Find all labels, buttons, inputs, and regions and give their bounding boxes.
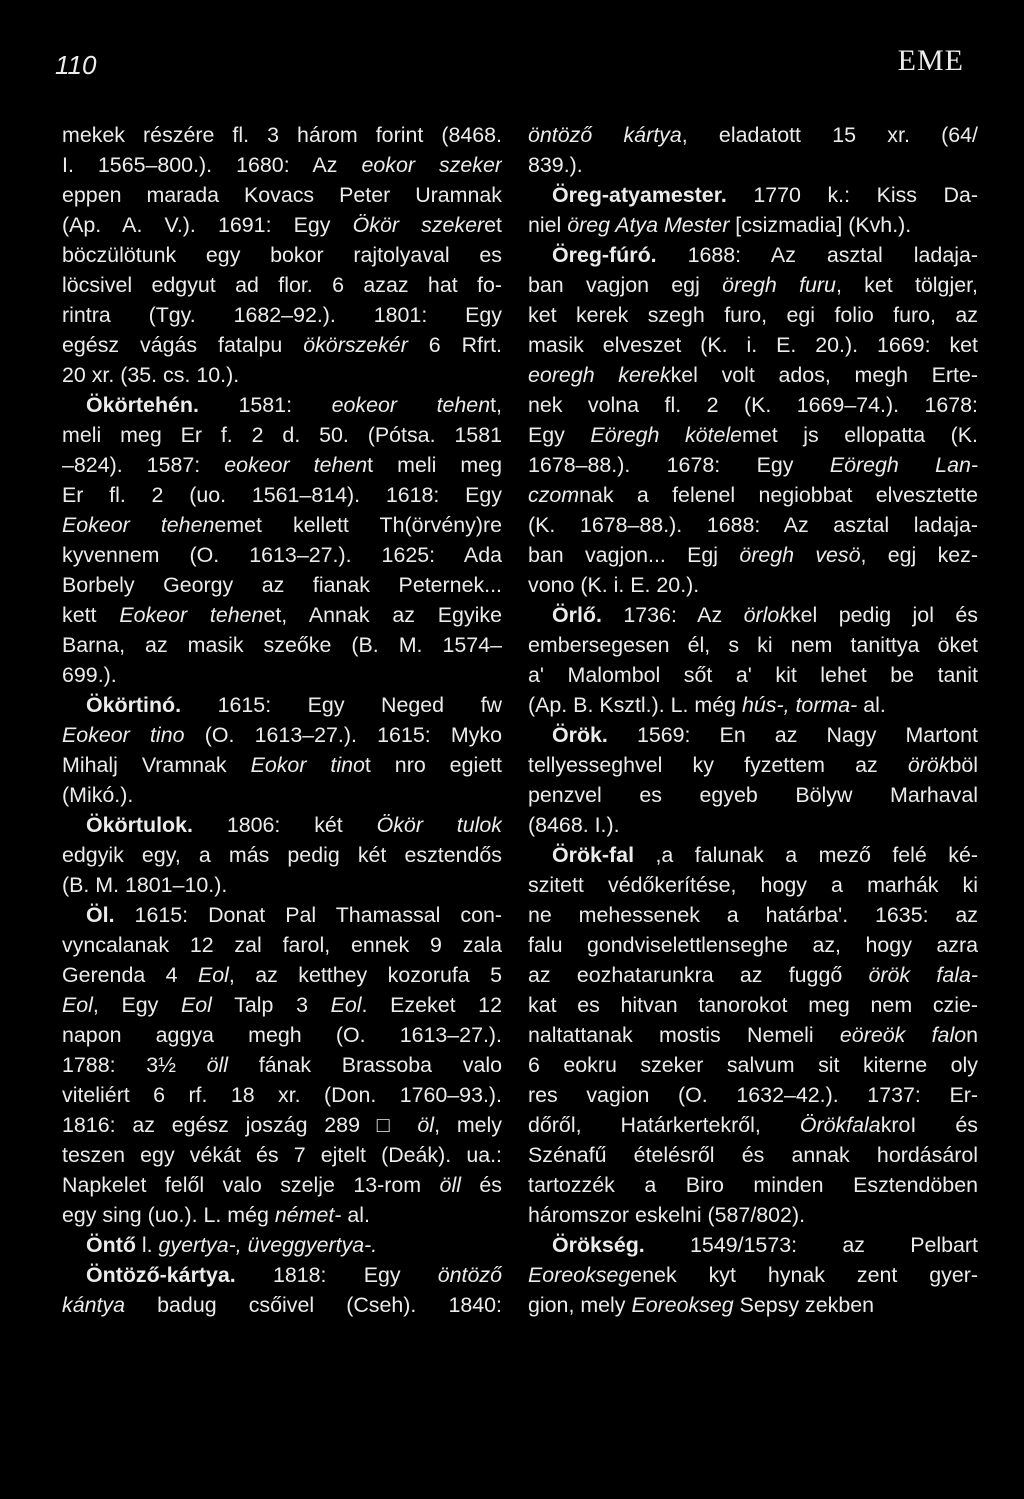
text-line [62, 1140, 502, 1170]
text-line [62, 900, 502, 930]
text-segment: gion, mely [528, 1293, 632, 1317]
text-segment: et [484, 213, 502, 237]
text-line [62, 420, 502, 450]
italic-term: öreg Atya Mester [567, 213, 730, 237]
text-segment: t nro egiett [364, 753, 502, 777]
text-segment: 1818: Egy [235, 1263, 438, 1287]
italic-term: eoregh kerek [528, 363, 671, 387]
text-segment: rintra (Tgy. 1682–92.). 1801: Egy [62, 303, 502, 327]
text-line [62, 990, 502, 1020]
text-segment: vono (K. i. E. 20.). [528, 573, 700, 597]
text-line [528, 570, 978, 600]
text-segment: és [460, 1173, 502, 1197]
text-line [528, 660, 978, 690]
text-segment: 1569: En az Nagy Martont [607, 723, 978, 747]
text-line [62, 630, 502, 660]
text-segment: nek volna fl. 2 (K. 1669–74.). 1678: [528, 393, 978, 417]
text-segment: napon aggya megh (O. 1613–27.). [62, 1023, 502, 1047]
text-line [62, 510, 502, 540]
text-segment: res vagion (O. 1632–42.). 1737: Er- [528, 1083, 978, 1107]
text-segment: Egy [528, 423, 591, 447]
text-segment: Borbely Georgy az fianak Peternek... [62, 573, 502, 597]
text-segment: egy sing (uo.). L. még [62, 1203, 275, 1227]
italic-term: Eokor tino [250, 753, 365, 777]
text-segment: , az ketthey kozorufa 5 [228, 963, 502, 987]
text-segment: naltattanak mostis Nemeli [528, 1023, 840, 1047]
text-line [528, 990, 978, 1020]
entry-headword: Örök. [552, 723, 608, 747]
text-line [62, 930, 502, 960]
text-segment: 20 xr. (35. cs. 10.). [62, 363, 240, 387]
text-line [528, 330, 978, 360]
text-segment: 1806: két [192, 813, 377, 837]
text-segment: szitett védőkerítése, hogy a marhák ki [528, 873, 978, 897]
text-segment: a' Malombol sőt a' kit lehet be tanit [528, 663, 978, 687]
text-line [62, 450, 502, 480]
text-segment: böl [949, 753, 978, 777]
italic-term: eöreök falo [839, 1023, 967, 1047]
text-line [528, 510, 978, 540]
text-line [62, 150, 502, 180]
text-segment: n [966, 1023, 978, 1047]
left-column [62, 120, 502, 1320]
text-line [62, 1020, 502, 1050]
italic-term: örlok [743, 603, 790, 627]
text-line [528, 1230, 978, 1260]
text-segment: badug csőivel (Cseh). 1840: [125, 1293, 502, 1317]
text-segment: teszen egy vékát és 7 ejtelt (Deák). ua.: [62, 1143, 502, 1167]
text-line [62, 360, 502, 390]
entry-headword: Örökség. [552, 1233, 645, 1257]
entry-headword: Örlő. [552, 603, 602, 627]
text-segment: vyncalanak 12 zal farol, ennek 9 zala [62, 933, 502, 957]
text-segment: 699.). [62, 663, 117, 687]
text-segment: 1615: Egy Neged fw [181, 693, 502, 717]
italic-term: Eol [62, 993, 93, 1017]
text-line [62, 1200, 502, 1230]
text-line [62, 480, 502, 510]
text-segment: emet kellett Th(örvény)re [214, 513, 502, 537]
page-number: 110 [55, 50, 97, 80]
text-line [528, 120, 978, 150]
italic-term: gyertya-, üveggyertya-. [158, 1233, 378, 1257]
text-line [528, 540, 978, 570]
text-line [62, 180, 502, 210]
italic-term: eokeor tehen [331, 393, 491, 417]
text-line [528, 300, 978, 330]
text-segment: háromszor eskelni (587/802). [528, 1203, 806, 1227]
text-segment: ne mehessenek a határba'. 1635: az [528, 903, 978, 927]
italic-term: eokor szeker [361, 153, 502, 177]
text-segment: [csizmadia] (Kvh.). [729, 213, 912, 237]
text-segment: 1788: 3½ [62, 1053, 207, 1077]
text-segment: t meli meg [367, 453, 502, 477]
entry-headword: Ökörtehén. [86, 393, 199, 417]
text-line [62, 1080, 502, 1110]
italic-term: Ökör szeker [352, 213, 485, 237]
text-segment: falu gondviselettlenseghe az, hogy azra [528, 933, 978, 957]
text-segment: (Ap. A. V.). 1691: Egy [62, 213, 353, 237]
text-segment: ban vagjon egj [528, 273, 723, 297]
italic-term: öll [439, 1173, 461, 1197]
text-line [62, 870, 502, 900]
text-segment: Napkelet felől valo szelje 13-rom [62, 1173, 440, 1197]
italic-term: Eokeor tehen [119, 603, 264, 627]
entry-headword: Ökörtinó. [86, 693, 182, 717]
text-segment: Talp 3 [211, 993, 331, 1017]
text-segment: ket kerek szegh furo, egi folio furo, az [528, 303, 978, 327]
text-segment: , Egy [92, 993, 182, 1017]
text-line [528, 1170, 978, 1200]
text-segment: Sepsy zekben [733, 1293, 875, 1317]
text-line [62, 1290, 502, 1320]
text-line [62, 780, 502, 810]
text-line [528, 1290, 978, 1320]
text-line [62, 1260, 502, 1290]
text-segment: 1581: [198, 393, 332, 417]
text-line [528, 750, 978, 780]
text-segment: ban vagjon... Egj [528, 543, 740, 567]
text-segment: kel pedig jol és [789, 603, 978, 627]
text-line [62, 1170, 502, 1200]
text-segment: kyvennem (O. 1613–27.). 1625: Ada [62, 543, 502, 567]
text-line [528, 210, 978, 240]
text-segment: Szénafű ételésről és annak hordásárol [528, 1143, 978, 1167]
running-head: EME [897, 44, 964, 77]
italic-term: öntöző [437, 1263, 502, 1287]
text-segment: ,a falunak a mező felé ké- [634, 843, 978, 867]
text-line [528, 420, 978, 450]
text-line [62, 960, 502, 990]
text-segment: böczülötunk egy bokor rajtolyaval es [62, 243, 502, 267]
text-segment: edgyik egy, a más pedig két esztendős [62, 843, 502, 867]
text-line [62, 1110, 502, 1140]
text-segment: meli meg Er f. 2 d. 50. (Pótsa. 1581 [62, 423, 502, 447]
text-line [62, 120, 502, 150]
text-line [62, 1230, 502, 1260]
text-segment: löcsivel edgyut ad flor. 6 azaz hat fo- [62, 273, 502, 297]
text-line [62, 810, 502, 840]
text-segment: Barna, az masik szeőke (B. M. 1574– [62, 633, 502, 657]
text-segment: kroI és [880, 1113, 978, 1137]
text-segment: , mely [434, 1113, 502, 1137]
text-line [528, 390, 978, 420]
text-segment: fának Brassoba valo [228, 1053, 502, 1077]
entry-headword: Öreg-fúró. [552, 243, 657, 267]
text-line [528, 1080, 978, 1110]
italic-term: Örökfala [799, 1113, 881, 1137]
italic-term: Eol [181, 993, 212, 1017]
text-line [528, 1200, 978, 1230]
text-segment: viteliért 6 rf. 18 xr. (Don. 1760–93.). [62, 1083, 502, 1107]
text-segment: 6 Rfrt. [407, 333, 502, 357]
italic-term: ökörszekér [303, 333, 408, 357]
text-segment: , ket tölgjer, [835, 273, 978, 297]
text-segment: (O. 1613–27.). 1615: Myko [184, 723, 502, 747]
entry-headword: Örök-fal [552, 843, 635, 867]
text-line [62, 690, 502, 720]
text-segment: 1615: Donat Pal Thamassal con- [114, 903, 502, 927]
text-segment: t, [490, 393, 502, 417]
text-line [528, 450, 978, 480]
text-segment: (Mikó.). [62, 783, 134, 807]
italic-term: hús-, torma- [741, 693, 858, 717]
text-line [528, 480, 978, 510]
text-segment: dőről, Határkertekről, [528, 1113, 800, 1137]
italic-term: öregh furu [722, 273, 836, 297]
text-segment: az eozhatarunkra az fuggő [528, 963, 869, 987]
italic-term: czom [528, 483, 580, 507]
text-line [528, 780, 978, 810]
text-segment: nak a felenel negiobbat elvesztette [579, 483, 978, 507]
text-segment: tellyesseghvel ky fyzettem az [528, 753, 908, 777]
text-segment: kel volt ados, megh Erte- [670, 363, 978, 387]
text-segment: eppen marada Kovacs Peter Uramnak [62, 183, 502, 207]
text-line [62, 1050, 502, 1080]
text-line [528, 930, 978, 960]
text-line [62, 540, 502, 570]
text-line [528, 1110, 978, 1140]
italic-term: eokeor tehen [224, 453, 368, 477]
text-segment: (K. 1678–88.). 1688: Az asztal ladaja- [528, 513, 978, 537]
text-segment: 839.). [528, 153, 583, 177]
italic-term: örök fala- [868, 963, 978, 987]
text-segment: mekek részére fl. 3 három forint (8468. [62, 123, 502, 147]
text-segment: 1549/1573: az Pelbart [644, 1233, 978, 1257]
text-segment: 1816: az egész joszág 289 □ [62, 1113, 418, 1137]
text-segment: tartozzék a Biro minden Esztendöben [528, 1173, 978, 1197]
text-segment: 6 eokru szeker salvum sit kiterne oly [528, 1053, 978, 1077]
text-line [528, 630, 978, 660]
text-line [62, 390, 502, 420]
text-line [62, 660, 502, 690]
text-segment: , eladatott 15 xr. (64/ [681, 123, 978, 147]
text-segment: Mihalj Vramnak [62, 753, 251, 777]
text-segment: I. 1565–800.). 1680: Az [62, 153, 362, 177]
text-segment: et, Annak az Egyike [263, 603, 502, 627]
text-line [528, 690, 978, 720]
text-line [62, 720, 502, 750]
text-segment: 1678–88.). 1678: Egy [528, 453, 830, 477]
text-line [528, 360, 978, 390]
text-line [62, 600, 502, 630]
italic-term: örök [907, 753, 950, 777]
text-segment: kat es hitvan tanorokot meg nem czie- [528, 993, 978, 1017]
text-line [62, 270, 502, 300]
text-line [528, 180, 978, 210]
text-segment: niel [528, 213, 568, 237]
text-segment: Er fl. 2 (uo. 1561–814). 1618: Egy [62, 483, 502, 507]
text-segment: embersegesen él, s ki nem tanittya öket [528, 633, 978, 657]
entry-headword: Öl. [86, 903, 115, 927]
italic-term: Eol [330, 993, 362, 1017]
italic-term: kántya [62, 1293, 126, 1317]
text-line [62, 570, 502, 600]
text-segment: 1688: Az asztal ladaja- [656, 243, 978, 267]
text-line [528, 600, 978, 630]
text-segment: –824). 1587: [62, 453, 225, 477]
italic-term: öntöző kártya [528, 123, 682, 147]
text-segment: , egj kez- [860, 543, 978, 567]
text-line [62, 330, 502, 360]
text-line [528, 1140, 978, 1170]
text-line [528, 150, 978, 180]
italic-term: öl [417, 1113, 435, 1137]
italic-term: Eöregh kötele [590, 423, 743, 447]
text-line [528, 270, 978, 300]
text-segment: 1736: Az [601, 603, 744, 627]
text-segment: (Ap. B. Ksztl.). L. még [528, 693, 742, 717]
entry-headword: Ökörtulok. [86, 813, 193, 837]
text-segment: egész vágás fatalpu [62, 333, 304, 357]
text-line [528, 1260, 978, 1290]
entry-headword: Öntöző-kártya. [86, 1263, 236, 1287]
italic-term: Eoreokseg [631, 1293, 734, 1317]
text-line [62, 840, 502, 870]
text-line [62, 240, 502, 270]
text-segment: Gerenda 4 [62, 963, 198, 987]
italic-term: német- [274, 1203, 342, 1227]
text-line [528, 720, 978, 750]
text-segment: 1770 k.: Kiss Da- [726, 183, 978, 207]
text-line [528, 960, 978, 990]
italic-term: öregh vesö [739, 543, 861, 567]
text-line [62, 750, 502, 780]
text-line [62, 300, 502, 330]
text-line [528, 1020, 978, 1050]
text-line [528, 810, 978, 840]
text-segment: enek kyt hynak zent gyer- [630, 1263, 978, 1287]
text-segment: masik elveszet (K. i. E. 20.). 1669: ket [528, 333, 978, 357]
text-line [528, 240, 978, 270]
italic-term: Eokeor tehen [62, 513, 215, 537]
entry-headword: Öreg-atyamester. [552, 183, 727, 207]
text-line [528, 1050, 978, 1080]
italic-term: Eokeor tino [62, 723, 185, 747]
text-line [528, 840, 978, 870]
text-segment: met js ellopatta (K. [742, 423, 978, 447]
italic-term: Eol [197, 963, 229, 987]
entry-headword: Öntő [86, 1233, 136, 1257]
italic-term: Eöregh Lan- [829, 453, 978, 477]
italic-term: Eoreokseg [528, 1263, 631, 1287]
right-column [528, 120, 978, 1320]
text-line [528, 870, 978, 900]
text-segment: kett [62, 603, 120, 627]
text-segment: (8468. I.). [528, 813, 620, 837]
text-segment: al. [857, 693, 886, 717]
text-segment: . Ezeket 12 [361, 993, 502, 1017]
text-segment: penzvel es egyeb Bölyw Marhaval [528, 783, 978, 807]
italic-term: Ökör tulok [376, 813, 502, 837]
italic-term: öll [206, 1053, 229, 1077]
text-segment: l. [135, 1233, 159, 1257]
text-segment: (B. M. 1801–10.). [62, 873, 228, 897]
text-line [528, 900, 978, 930]
text-segment: al. [341, 1203, 370, 1227]
text-line [62, 210, 502, 240]
